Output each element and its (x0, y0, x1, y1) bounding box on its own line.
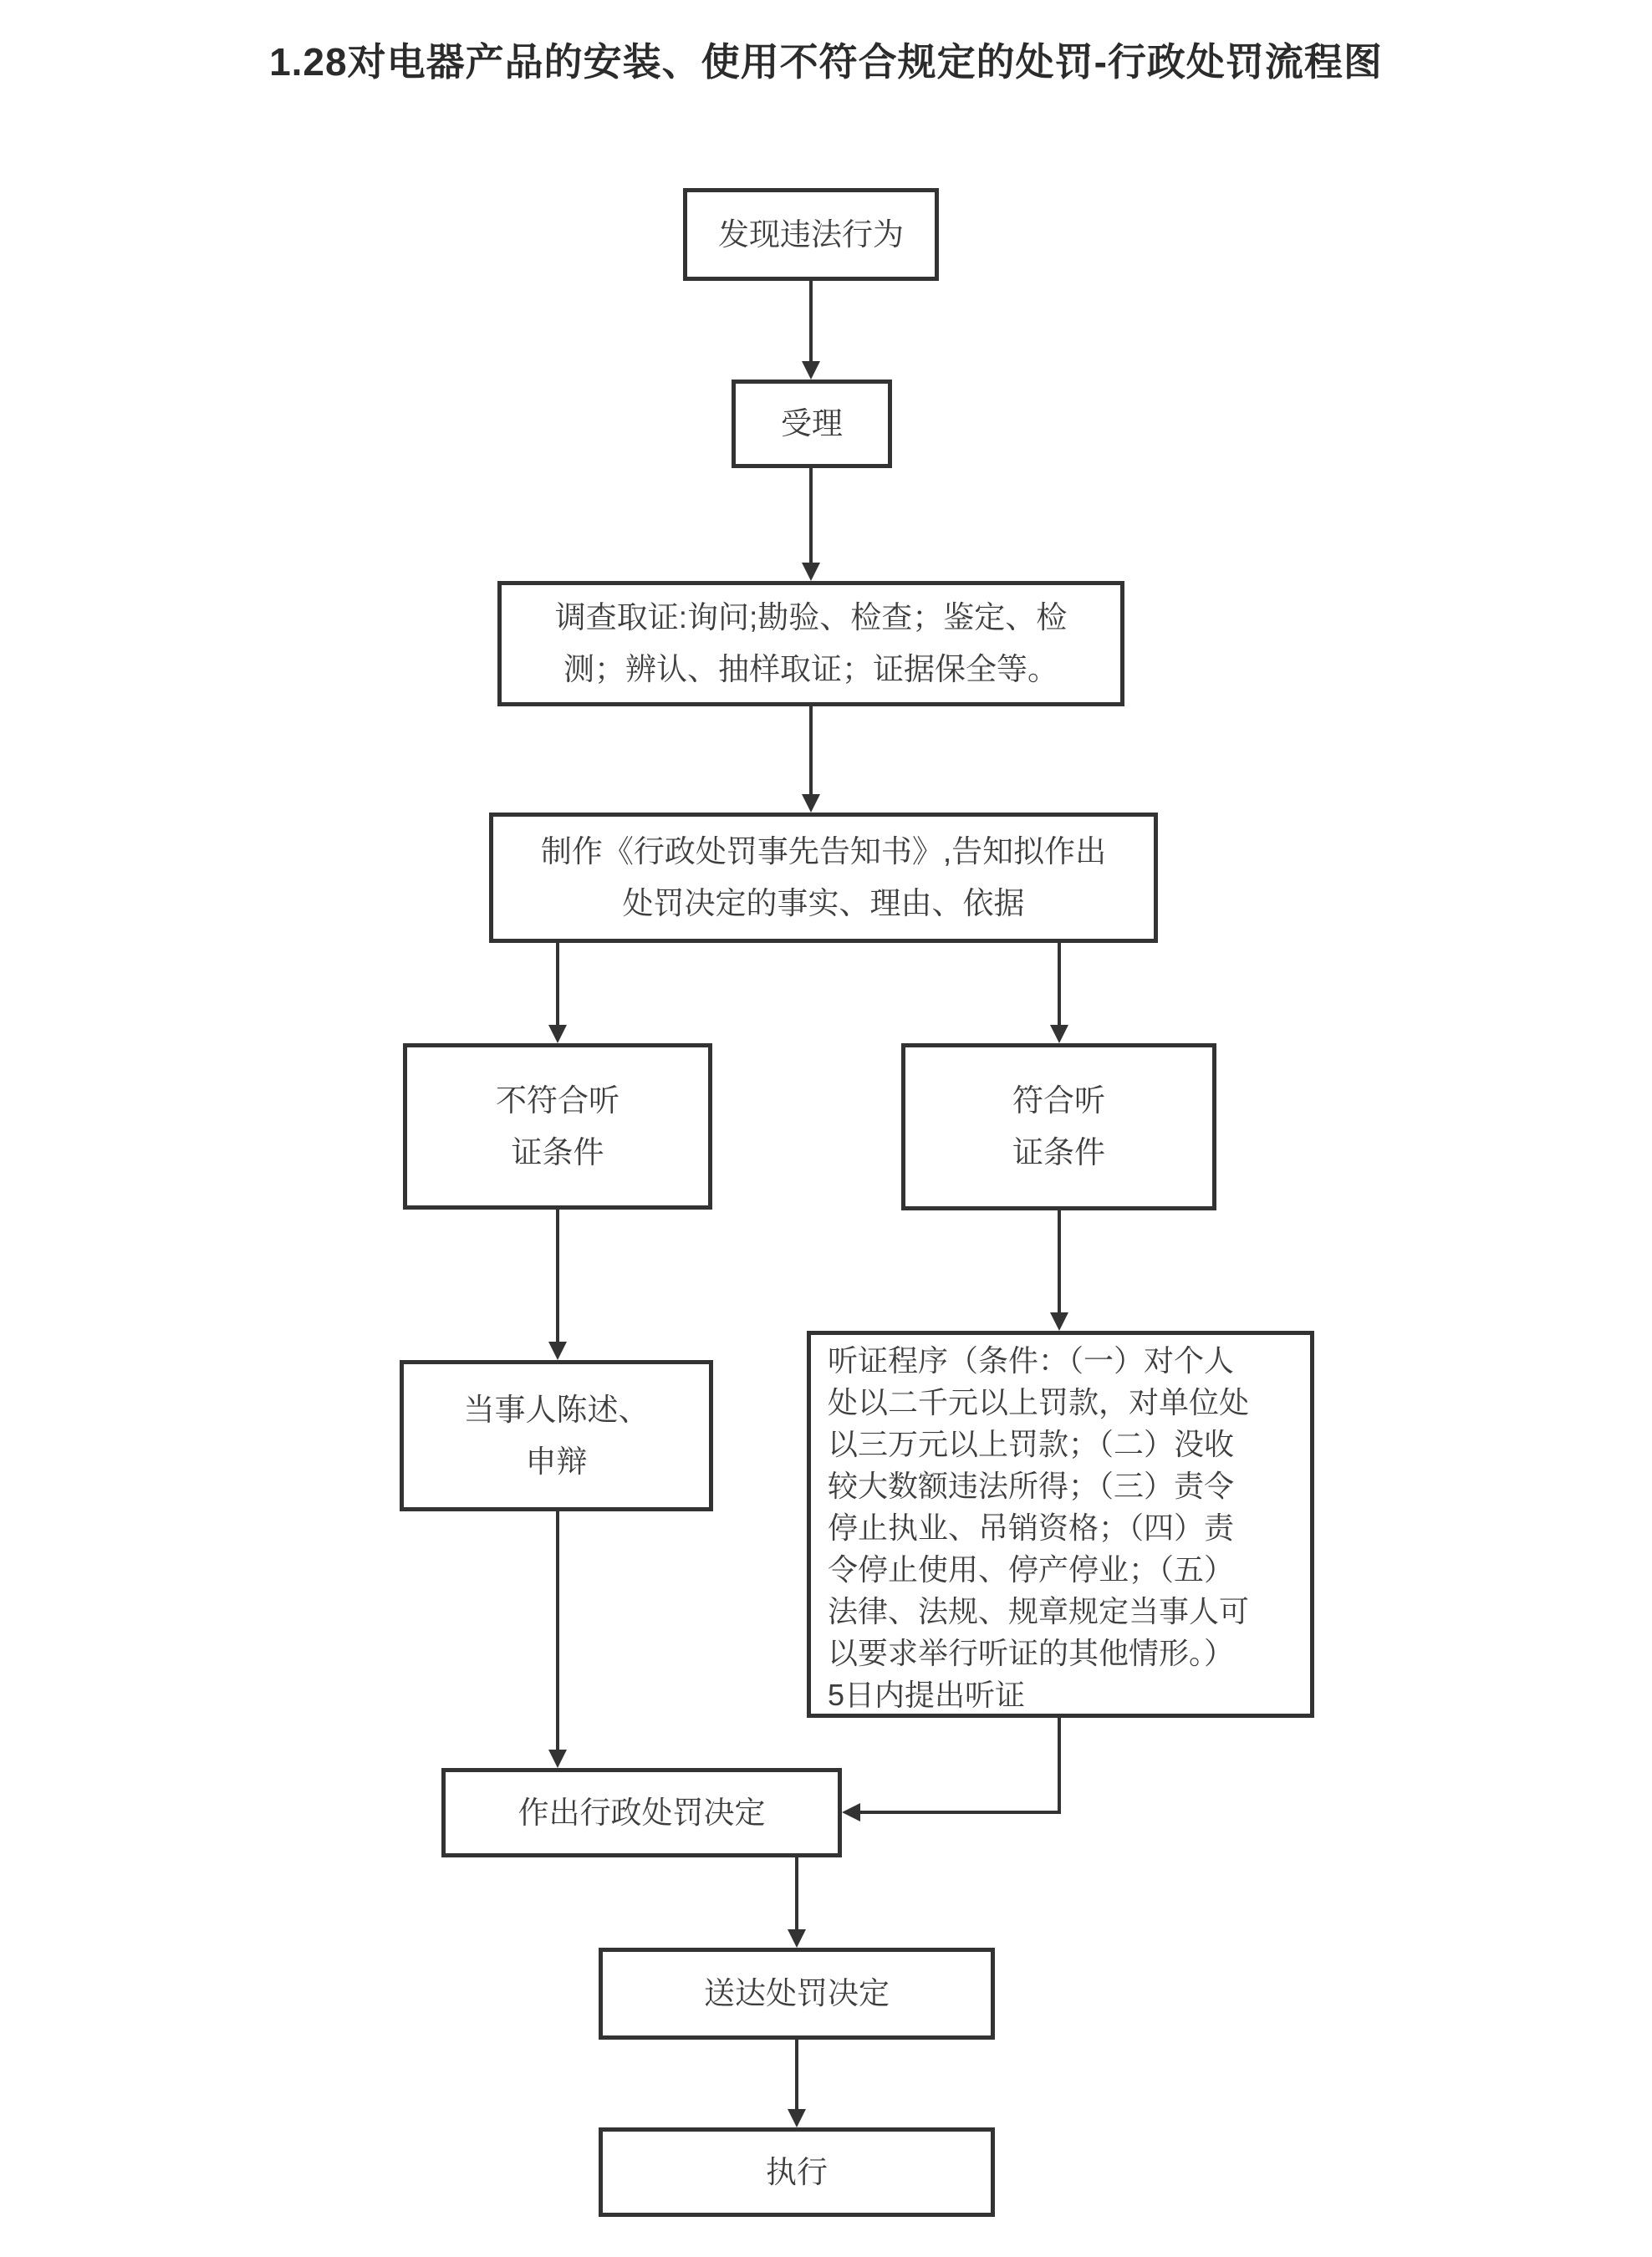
flow-node-statement-defense (400, 1360, 713, 1511)
flow-node-hearing-procedure (807, 1331, 1314, 1718)
flow-node-prior-notice (489, 813, 1158, 943)
edge-investigate-notice-line (809, 706, 813, 796)
node-line: 执行 (766, 2154, 828, 2189)
edge-investigate-notice-arrow-icon (802, 794, 820, 813)
edge-deliver-execute-arrow-icon (788, 2109, 806, 2127)
edge-accept-investigate-line (809, 468, 813, 566)
node-line: 处罚决定的事实、理由、依据 (622, 886, 1025, 920)
node-line: 送达处罚决定 (704, 1976, 890, 2010)
node-line: 5日内提出听证 (828, 1678, 1026, 1712)
node-line: 证条件 (1012, 1135, 1105, 1169)
node-line: 调查取证:询问;勘验、检查；鉴定、检 (554, 600, 1068, 634)
edge-notice-meet-arrow-icon (1050, 1025, 1068, 1043)
edge-discover-accept-arrow-icon (802, 361, 820, 380)
edge-decision-deliver-arrow-icon (788, 1929, 806, 1948)
edge-meet-hearingproc-arrow-icon (1050, 1312, 1068, 1331)
flow-node-deliver (599, 1948, 995, 2040)
node-line: 以要求举行听证的其他情形。） (828, 1636, 1235, 1670)
flow-node-investigate (497, 581, 1124, 706)
flow-node-accept (732, 380, 892, 468)
node-line: 符合听 (1012, 1083, 1105, 1118)
edge-discover-accept-line (809, 281, 813, 364)
node-line: 测；辨认、抽样取证；证据保全等。 (563, 652, 1058, 686)
node-line: 当事人陈述、 (463, 1392, 650, 1427)
node-line: 停止执业、吊销资格；（四）责 (828, 1511, 1235, 1545)
node-line: 较大数额违法所得；（三）责令 (828, 1469, 1235, 1503)
edge-hearingproc-decision-hline (860, 1811, 1061, 1814)
node-line: 作出行政处罚决定 (518, 1795, 766, 1830)
node-line: 令停止使用、停产停业；（五） (828, 1552, 1235, 1587)
page-title: 1.28对电器产品的安装、使用不符合规定的处罚-行政处罚流程图 (269, 40, 1383, 84)
edge-statement-decision-arrow-icon (548, 1750, 567, 1768)
edge-deliver-execute-line (795, 2040, 798, 2111)
edge-meet-hearingproc-line (1058, 1210, 1061, 1314)
edge-decision-deliver-line (795, 1857, 798, 1931)
edge-hearingproc-decision-vline (1058, 1718, 1061, 1814)
edge-notmeet-statement-arrow-icon (548, 1342, 567, 1360)
flow-node-meet-hearing (901, 1043, 1216, 1210)
edge-statement-decision-line (556, 1511, 559, 1751)
node-line: 不符合听 (496, 1083, 620, 1118)
edge-notice-meet-line (1058, 943, 1061, 1027)
node-line: 听证程序（条件：（一）对个人 (828, 1343, 1235, 1378)
node-line: 以三万元以上罚款；（二）没收 (828, 1427, 1235, 1461)
node-line: 受理 (781, 406, 843, 441)
node-line: 证条件 (511, 1134, 604, 1169)
flow-node-discover (683, 188, 939, 281)
node-line: 申辩 (525, 1444, 588, 1479)
edge-hearingproc-decision-arrow-icon (842, 1803, 860, 1821)
flow-node-decision (441, 1768, 842, 1857)
edge-notmeet-statement-line (556, 1210, 559, 1343)
node-line: 制作《行政处罚事先告知书》,告知拟作出 (540, 834, 1107, 869)
flow-node-execute (599, 2127, 995, 2217)
edge-notice-notmeet-line (556, 943, 559, 1027)
node-line: 处以二千元以上罚款，对单位处 (828, 1385, 1250, 1419)
node-line: 发现违法行为 (718, 217, 904, 252)
edge-accept-investigate-arrow-icon (802, 563, 820, 581)
edge-notice-notmeet-arrow-icon (548, 1025, 567, 1043)
flow-node-not-meet-hearing (403, 1043, 712, 1210)
node-line: 法律、法规、规章规定当事人可 (828, 1594, 1250, 1628)
